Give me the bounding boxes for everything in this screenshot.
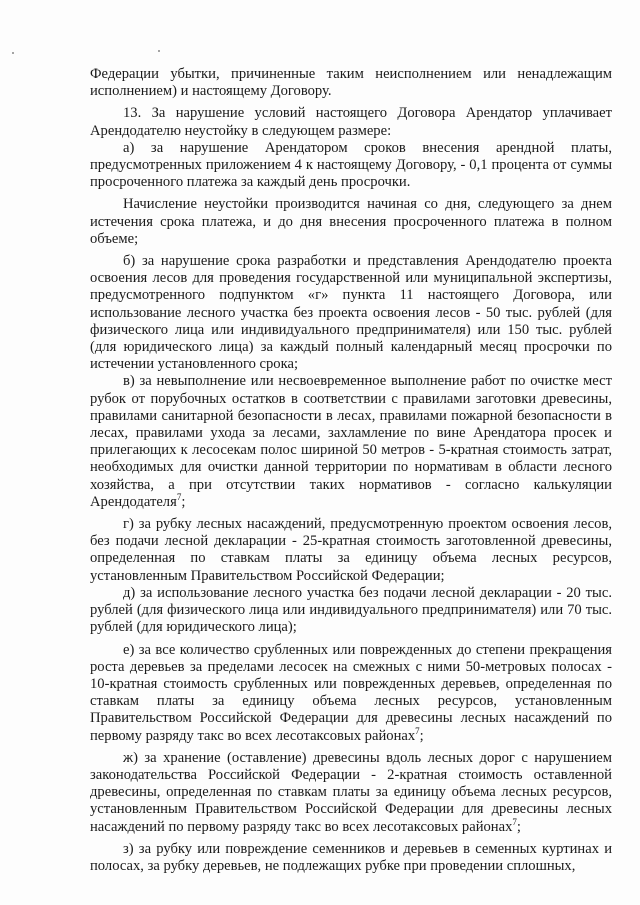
paragraph-continuation: Федерации убытки, причиненные таким неисполнением или ненадлежащим исполнением) и настоящему Договору. [90,66,612,100]
paragraph-item-d: д) за использование лесного участка без подачи лесной декларации - 20 тыс. рублей (для физического лица или индивидуального предпринимателя) или 70 тыс. рублей (для юридического лица); [90,584,612,636]
paragraph-item-e-text: е) за все количество срубленных или поврежденных до степени прекращения роста деревьев за пределами лесосек на смежных с ними 50-метровых полосах - 10-кратная стоимость срубленных или поврежденных деревьев, определенная по ставкам платы за единицу объема лесных ресурсов, установленным Правительством Российской Федерации для древесины лесных насаждений по первому разряду такс во всех лесотаксовых районах [90,641,612,744]
scan-speck [12,52,14,54]
paragraph-item-b: б) за нарушение срока разработки и представления Арендодателю проекта освоения лесов для проведения государственной или муниципальной экспертизы, предусмотренного подпунктом «г» пункта 11 настоящего Договора, или использование лесного участка без проекта освоения лесов - 50 тыс. рублей (для физического лица или индивидуального предпринимателя) или 150 тыс. рублей (для юридического лица) за каждый полный календарный месяц просрочки по истечении установленного срока; [90,253,612,373]
document-body [90,66,612,875]
paragraph-item-e [90,642,612,745]
paragraph-item-v [90,373,612,511]
paragraph-item-z: з) за рубку или повреждение семенников и деревьев в семенных куртинах и полосах, за рубку деревьев, не подлежащих рубке при проведении сплошных, [90,840,612,874]
footnote-marker: 7 [415,725,420,736]
paragraph-item-v-tail: ; [181,493,186,510]
paragraph-item-zh [90,750,612,836]
paragraph-penalty-accrual: Начисление неустойки производится начиная со дня, следующего за днем истечения срока платежа, и до дня внесения просроченного платежа в полном объеме; [90,196,612,247]
paragraph-item-zh-tail: ; [516,818,521,835]
paragraph-item-e-tail: ; [419,727,424,744]
paragraph-item-zh-text: ж) за хранение (оставление) древесины вдоль лесных дорог с нарушением законодательства Российской Федерации - 2-кратная стоимость оставленной древесины, определенная по ставкам платы за единицу объема лесных ресурсов, установленным Правительством Российской Федерации для древесины лесных насаждений по первому разряду такс во всех лесотаксовых районах [90,749,612,835]
paragraph-item-g: г) за рубку лесных насаждений, предусмотренную проектом освоения лесов, без подачи лесной декларации - 25-кратная стоимость заготовленной древесины, определенная по ставкам платы за единицу объема лесных ресурсов, установленным Правительством Российской Федерации; [90,516,612,584]
footnote-marker: 7 [512,816,517,827]
paragraph-item-a: а) за нарушение Арендатором сроков внесения арендной платы, предусмотренных приложением 4 к настоящему Договору, - 0,1 процента от суммы просроченного платежа за каждый день просрочки. [90,139,612,191]
footnote-marker: 7 [176,492,182,503]
paragraph-item-v-text: в) за невыполнение или несвоевременное выполнение работ по очистке мест рубок от порубочных остатков в соответствии с правилами заготовки древесины, правилами санитарной безопасности в лесах, правилами пожарной безопасности в лесах, правилами ухода за лесами, захламление по вине Арендатора просек и прилегающих к лесосекам полос шириной 50 метров - 5-кратная стоимость затрат, необходимых для очистки данной территории по нормативам в области лесного хозяйства, а при отсутствии таких нормативов - согласно калькуляции Арендодателя [90,373,612,510]
paragraph-clause-13: 13. За нарушение условий настоящего Договора Арендатор уплачивает Арендодателю неустойку в следующем размере: [90,105,612,139]
scan-speck [158,50,160,52]
